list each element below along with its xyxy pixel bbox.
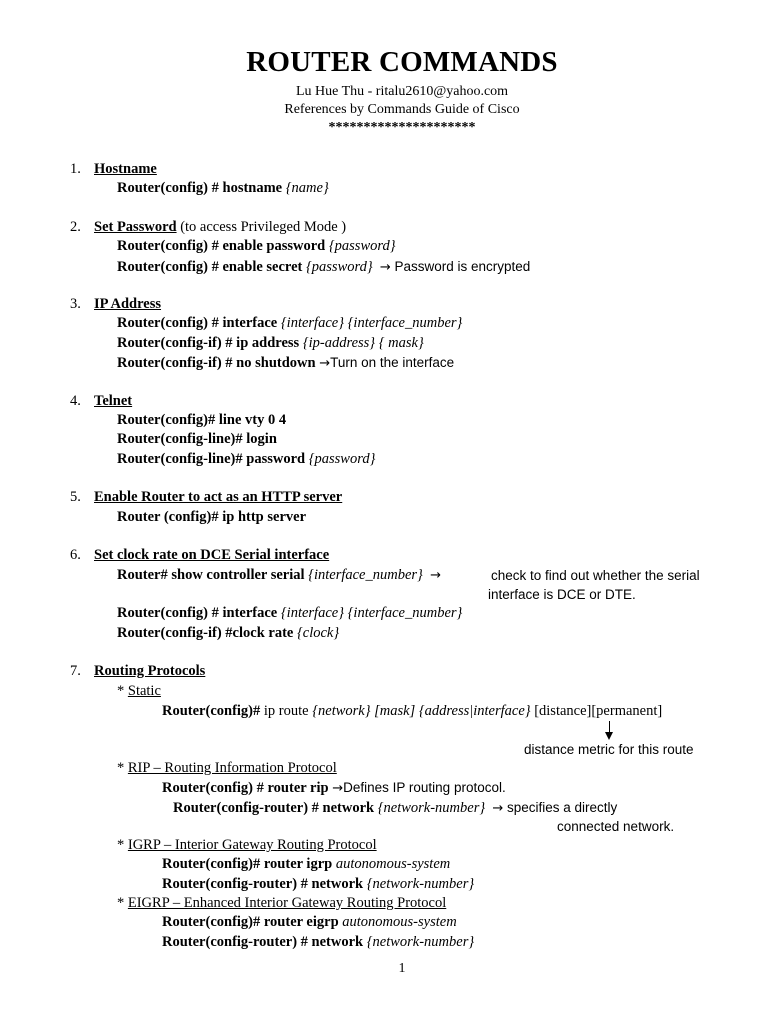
bullet: * <box>117 760 128 776</box>
command-arg: {network} [mask] {address|interface} <box>312 703 531 719</box>
command-prompt: Router(config)# router eigrp <box>162 914 343 930</box>
command-description: connected network. <box>557 819 675 834</box>
subsection-static <box>117 682 161 701</box>
section-title: Routing Protocols <box>94 663 206 679</box>
subsection-igrp <box>117 836 377 855</box>
command-arg: autonomous-system <box>335 856 451 872</box>
command-prompt: Router(config)# <box>162 703 261 719</box>
command-prompt: Router(config) # enable secret <box>117 259 306 275</box>
command-line <box>117 624 339 643</box>
section-number: 5. <box>70 489 81 505</box>
page-number: 1 <box>398 961 406 976</box>
command-line: Router (config)# ip http server <box>117 509 307 525</box>
section-title: IP Address <box>94 296 162 312</box>
command-line: Router(config-line)# login <box>117 431 277 447</box>
command-line <box>173 798 617 818</box>
command-arg: {network-number} <box>377 800 486 816</box>
subsection-title: IGRP – Interior Gateway Routing Protocol <box>127 837 377 853</box>
command-line <box>162 933 474 952</box>
subsection-title: RIP – Routing Information Protocol <box>127 760 337 776</box>
section-title: Telnet <box>94 393 133 409</box>
command-description: interface is DCE or DTE. <box>488 587 636 602</box>
command-arg: autonomous-system <box>342 914 457 930</box>
author-line: Lu Hue Thu - ritalu2610@yahoo.com <box>295 84 509 99</box>
command-description: specifies a directly <box>506 800 618 815</box>
bullet: * <box>117 895 128 911</box>
command-line: Router(config)# line vty 0 4 <box>117 412 287 428</box>
command-line <box>117 237 396 256</box>
section-number: 4. <box>70 393 81 409</box>
command-prompt: Router(config-if) # ip address <box>117 335 303 351</box>
command-line <box>162 875 474 894</box>
command-line <box>117 353 454 373</box>
command-line <box>117 179 329 198</box>
command-arg: {network-number} <box>366 876 475 892</box>
subsection-eigrp <box>117 894 446 913</box>
command-prompt: Router(config) # interface <box>117 315 281 331</box>
command-arg: {clock} <box>296 625 340 641</box>
right-arrow-icon: → <box>332 781 344 796</box>
section-title: Set Password <box>94 219 177 235</box>
command-line <box>117 450 375 469</box>
command-arg: {name} <box>285 180 329 196</box>
section-number: 3. <box>70 296 81 312</box>
section-number: 2. <box>70 219 81 235</box>
section-title: Enable Router to act as an HTTP server <box>94 489 343 505</box>
command-line <box>117 314 462 333</box>
command-arg: {interface_number} <box>308 567 423 583</box>
command-line <box>162 702 662 721</box>
command-prompt: Router# show controller serial <box>117 567 309 583</box>
annotation-text: distance metric for this route <box>524 742 694 757</box>
command-prompt: Router(config) # interface <box>117 605 281 621</box>
command-prompt: Router(config) # hostname <box>117 180 286 196</box>
command-description: Turn on the interface <box>330 355 455 370</box>
command-prompt: Router(config-router) # network <box>162 876 367 892</box>
command-line <box>117 604 462 623</box>
right-arrow-icon: → <box>319 356 331 371</box>
command-prompt: Router(config)# router igrp <box>162 856 336 872</box>
command-description: check to find out whether the serial <box>491 568 700 583</box>
down-arrow-icon <box>605 732 613 740</box>
right-arrow-icon: → <box>379 260 391 275</box>
command-line <box>117 334 424 353</box>
right-arrow-icon: → <box>430 568 441 583</box>
command-prompt: Router(config) # router rip <box>162 780 333 796</box>
subsection-title: EIGRP – Enhanced Interior Gateway Routing Protocol <box>127 895 447 911</box>
section-title: Set clock rate on DCE Serial interface <box>94 547 330 563</box>
command-line <box>162 913 457 932</box>
command-description: Defines IP routing protocol. <box>343 780 506 795</box>
command-prompt: Router(config-if) # no shutdown <box>117 355 320 371</box>
section-title: Hostname <box>94 161 157 177</box>
bullet: * <box>117 837 128 853</box>
section-note: (to access Privileged Mode ) <box>176 219 347 235</box>
subsection-title: Static <box>127 683 161 699</box>
subsection-rip <box>117 759 337 778</box>
command-line <box>117 257 530 277</box>
command-text: ip route <box>260 703 313 719</box>
command-prompt: Router(config) # enable password <box>117 238 329 254</box>
command-description: Password is encrypted <box>394 259 531 274</box>
command-arg: {ip-address} { mask} <box>302 335 424 351</box>
command-text: [distance][permanent] <box>530 703 663 719</box>
bullet: * <box>117 683 128 699</box>
command-arg: {password} <box>328 238 396 254</box>
command-prompt: Router(config-router) # network <box>173 800 378 816</box>
command-prompt: Router(config-line)# password <box>117 451 309 467</box>
command-arg: {password} <box>305 259 373 275</box>
star-divider: ********************* <box>328 120 476 135</box>
command-arg: {interface} {interface_number} <box>280 315 463 331</box>
command-arg: {network-number} <box>366 934 475 950</box>
section-number: 7. <box>70 663 81 679</box>
command-arg: {interface} {interface_number} <box>280 605 463 621</box>
command-prompt: Router(config-router) # network <box>162 934 367 950</box>
reference-line: References by Commands Guide of Cisco <box>284 102 520 117</box>
section-number: 1. <box>70 161 81 177</box>
right-arrow-icon: → <box>492 801 504 816</box>
command-line <box>117 566 441 585</box>
command-line <box>162 778 506 798</box>
section-number: 6. <box>70 547 81 563</box>
command-arg: {password} <box>308 451 376 467</box>
command-line <box>162 855 450 874</box>
page-title: ROUTER COMMANDS <box>246 46 558 78</box>
command-prompt: Router(config-if) #clock rate <box>117 625 297 641</box>
